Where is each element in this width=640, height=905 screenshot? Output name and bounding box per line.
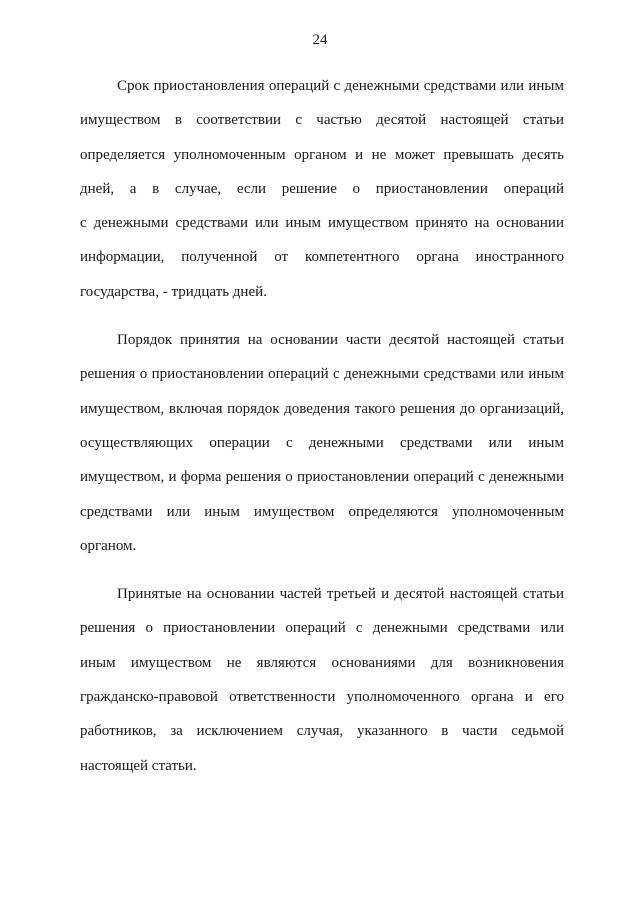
paragraph-line: решения о приостановлении операций с денежными средствами или иным [80,366,564,383]
paragraph-line: органом. [80,537,137,554]
paragraph-line: решения о приостановлении операций с денежными средствами или [80,620,564,637]
paragraph-line: имуществом, и форма решения о приостановлении операций с денежными [80,469,564,486]
body-text [80,69,564,797]
paragraph-line: дней, а в случае, если решение о приостановлении операций [80,180,564,197]
paragraph-line: информации, полученной от компетентного органа иностранного [80,249,564,266]
paragraph-line: настоящей статьи. [80,757,197,774]
paragraph-line: определяется уполномоченным органом и не может превышать десять [80,146,564,163]
paragraph-line: средствами или иным имуществом определяются уполномоченным [80,503,564,520]
paragraph-line: с денежными средствами или иным имуществом принято на основании [80,215,564,232]
paragraph-line: работников, за исключением случая, указанного в части седьмой [80,723,564,740]
paragraph-line: Порядок принятия на основании части десятой настоящей статьи [117,332,564,349]
paragraph-line: государства, - тридцать дней. [80,283,267,300]
paragraph-decision-procedure [80,323,564,563]
page-number: 24 [312,32,328,48]
paragraph-line: иным имуществом не являются основаниями для возникновения [80,654,564,671]
paragraph-suspension-term [80,69,564,309]
paragraph-liability [80,577,564,783]
paragraph-line: Принятые на основании частей третьей и десятой настоящей статьи [117,586,564,603]
paragraph-line: гражданско-правовой ответственности уполномоченного органа и его [80,689,564,706]
paragraph-line: имуществом, включая порядок доведения такого решения до организаций, [80,400,564,417]
paragraph-line: Срок приостановления операций с денежными средствами или иным [117,78,564,94]
paragraph-line: имуществом в соответствии с частью десятой настоящей статьи [80,112,564,129]
paragraph-line: осуществляющих операции с денежными средствами или иным [80,434,564,451]
